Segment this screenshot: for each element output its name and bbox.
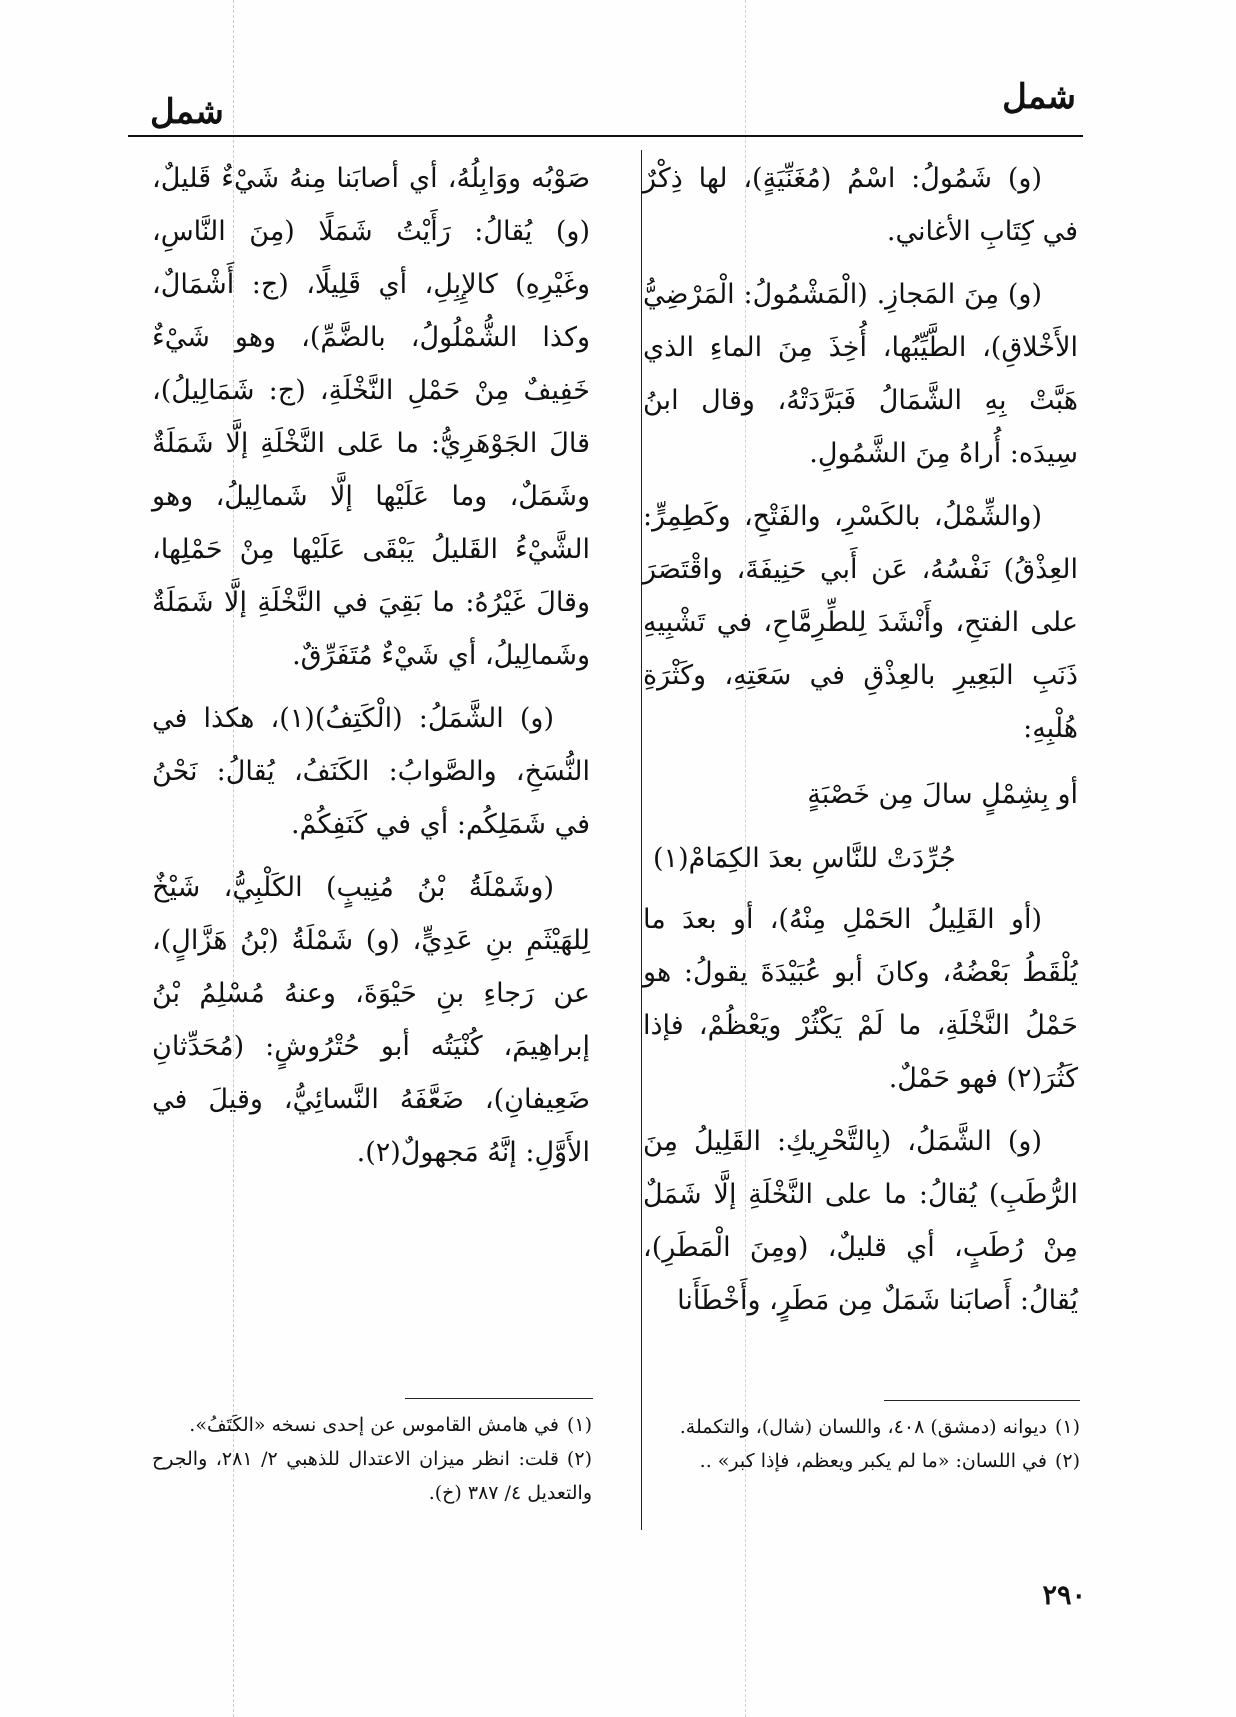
footnote-text: في هامش القاموس عن إحدى نسخه «الكَتَفُ».	[189, 1414, 559, 1436]
footnote-text: قلت: انظر ميزان الاعتدال للذهبي ٢/ ٢٨١، والجرح والتعديل ٤/ ٣٨٧ (خ).	[152, 1448, 592, 1504]
footnote-rule-left	[405, 1398, 593, 1399]
entry-continuation: صَوْبُه ووَابِلُهُ، أي أصابَنا مِنهُ شَيْءٌ قَليلٌ، (و) يُقالُ: رَأَيْتُ شَمَلًا (مِنَ النَّاسِ، وغَيْرِهِ) كالإِبِلِ، أي قَلِيلًا، (ج: أَشْمَالٌ، وكذا الشُّمْلُولُ، بالضَّمِّ)، وهو شَيْءٌ خَفِيفٌ مِنْ حَمْلِ النَّخْلَةِ، (ج: شَمَالِيلُ)، قالَ الجَوْهَرِيُّ: ما عَلى النَّخْلَةِ إلَّا شَمَلَةٌ وشَمَلٌ، وما عَلَيْها إلَّا شَمالِيلُ، وهو الشَّيْءُ القَليلُ يَبْقَى عَلَيْها مِنْ حَمْلِها، وقالَ غَيْرُهُ: ما بَقِيَ في النَّخْلَةِ إلَّا شَمَلَةٌ وشَمالِيلُ، أي شَيْءٌ مُتَفَرِّقٌ.	[152, 163, 590, 671]
right-column	[643, 152, 1078, 1337]
footnote-number: (٢)	[1054, 1450, 1080, 1472]
footnote-number: (٢)	[566, 1448, 592, 1470]
entry-mashmul: (و) مِنَ المَجازِ. (الْمَشْمُولُ: الْمَرْضِيُّ الأَخْلاقِ)، الطَّيِّبُها، أُخِذَ مِنَ الماءِ الذي هَبَّتْ بِهِ الشَّمَالُ فَبَرَّدَتْهُ، وقال ابنُ سِيدَه: أُراهُ مِنَ الشَّمُولِ.	[643, 279, 1078, 469]
page-number: ٢٩٠	[1042, 1580, 1086, 1611]
footnote-item	[648, 1410, 1080, 1444]
verse-line-1: أو بِشِمْلٍ سالَ مِن خَصْبَةٍ	[807, 779, 1078, 810]
column-divider	[641, 150, 642, 1530]
footnote-number: (١)	[1054, 1416, 1080, 1438]
left-column	[152, 152, 590, 1189]
entry-shamla: (وشَمْلَةُ بْنُ مُنِيبٍ) الكَلْبِيُّ، شَيْخٌ لِلهَيْثَمِ بنِ عَدِيٍّ، (و) شَمْلَةُ (بْنُ هَزَّالٍ)، عن رَجاءِ بنِ حَيْوَةَ، وعنهُ مُسْلِمُ بْنُ إبراهِيمَ، كُنْيَتُه أبو حُتْرُوشٍ: (مُحَدِّثانِ ضَعِيفانِ)، ضَعَّفَهُ النَّسائِيُّ، وقيلَ في الأَوَّلِ: إنَّهُ مَجهولٌ(٢).	[152, 872, 590, 1168]
footnote-item	[152, 1442, 592, 1510]
running-header-left: شمل	[150, 92, 224, 132]
entry-shiml: (والشِّمْلُ، بالكَسْرِ، والفَتْحِ، وكَطِمِرٍّ: العِذْقُ) نَفْسُهُ، عَن أَبي حَنِيفَةَ، واقْتَصَرَ على الفتحِ، وأَنْشَدَ لِلطِّرِمَّاحِ، في تَشْبِيهِ ذَنَبِ البَعِيرِ بالعِذْقِ في سَعَتِهِ، وكَثْرَةِ هُلْبِهِ:	[643, 501, 1078, 744]
running-header-right: شمل	[1002, 77, 1076, 117]
entry-qalil-alhaml: (أو القَلِيلُ الحَمْلِ مِنْهُ)، أو بعدَ ما يُلْقَطُ بَعْضُهُ، وكانَ أبو عُبَيْدَةَ يقولُ: هو حَمْلُ النَّخْلَةِ، ما لَمْ يَكْثُرْ ويَعْظُمْ، فإذا كَثُرَ(٢) فهو حَمْلٌ.	[643, 904, 1078, 1094]
footnote-text: في اللسان: «ما لم يكبر ويعظم، فإذا كبر» ..	[699, 1450, 1047, 1472]
entry-shamul: (و) شَمُولُ: اسْمُ (مُغَنِّيَةٍ)، لها ذِكْرٌ في كِتَابِ الأغاني.	[643, 163, 1078, 247]
footnote-text: ديوانه (دمشق) ٤٠٨، واللسان (شال)، والتكملة.	[679, 1416, 1047, 1438]
entry-shamal-katif: (و) الشَّمَلُ: (الْكَتِفُ)(١)، هكذا في النُّسَخِ، والصَّوابُ: الكَنَفُ، يُقالُ: نَحْنُ في شَمَلِكُم: أي في كَنَفِكُمْ.	[152, 703, 590, 840]
footnote-item	[648, 1444, 1080, 1478]
header-rule	[128, 135, 1083, 137]
footnotes-right	[648, 1410, 1080, 1478]
entry-shamal-tahrik: (و) الشَّمَلُ، (بِالتَّحْرِيكِ: القَلِيلُ مِنَ الرُّطَبِ) يُقالُ: ما على النَّخْلَةِ إلَّا شَمَلٌ مِنْ رُطَبٍ، أي قليلٌ، (ومِنَ الْمَطَرِ)، يُقالُ: أَصابَنا شَمَلٌ مِن مَطَرٍ، وأَخْطَأَنا	[643, 1126, 1078, 1316]
footnotes-left	[152, 1408, 592, 1510]
footnote-rule-right	[884, 1400, 1080, 1401]
verse-line-2: جُرِّدَتْ للنَّاسِ بعدَ الكِمَامْ(١)	[653, 843, 956, 874]
footnote-item	[152, 1408, 592, 1442]
footnote-number: (١)	[566, 1414, 592, 1436]
